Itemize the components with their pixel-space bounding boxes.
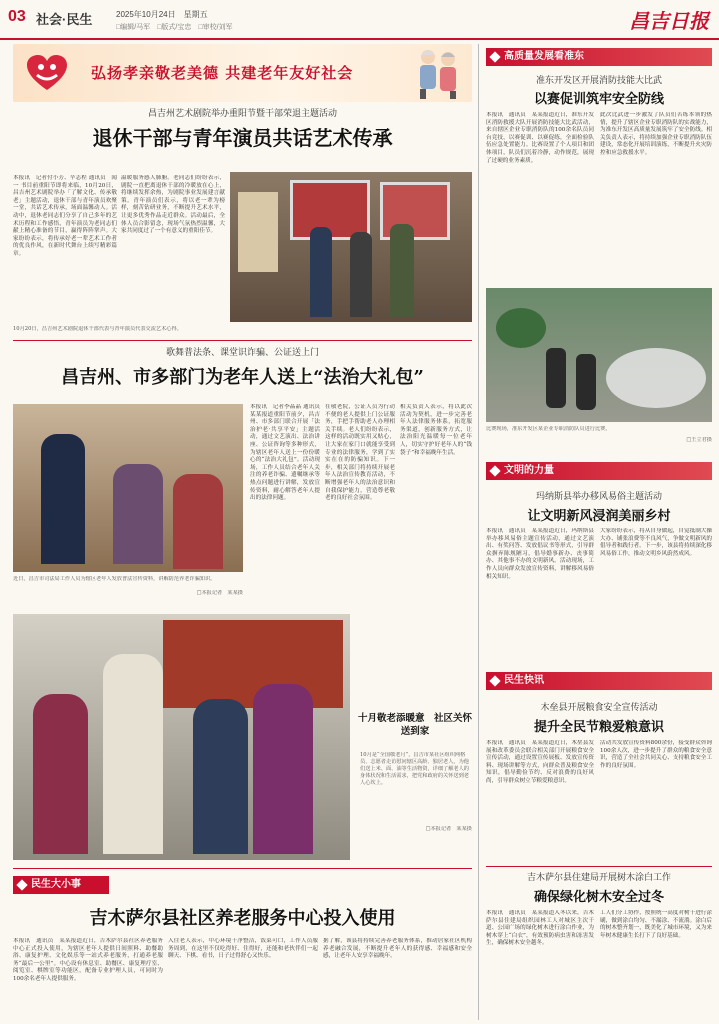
r4-headline: 确保绿化树木安全过冬	[533, 890, 664, 905]
a1-caption: 10月20日，昌吉州艺术剧院退休干部代表与青年演员代表交流艺术心得。	[13, 326, 182, 332]
r2-kicker: 玛纳斯县举办移风易俗主题活动	[535, 492, 662, 502]
page-header	[0, 0, 719, 40]
a3-caption: 10月是“全国敬老月”，昌吉市某社区组织网格员、志愿者走访慰问辖区高龄、独居老人，为他们送上米、面、油等生活物资，详细了解老人的身体状况和生活需求，把党和政府的关怀送到老人心坎上。	[360, 752, 469, 786]
person-figure	[310, 227, 332, 317]
water-spray	[606, 348, 706, 408]
a1-body-col1: 本报讯 记者付小芳、辛志程 通讯员 闻一 书目前重阳节即将来临，10月20日，昌吉州艺术剧院举办「了解文化、传承敬老」主题活动，退休干部与青年演员欢聚一堂，共话艺术传承，场面温馨动人。活动中，退休老同志们分享了自己多年的艺术历程和工作感悟，青年演员为老同志们献上精心准备的节目，赢得阵阵掌声。大家纷纷表示，将传承好老一辈艺术工作者的优良作风，在新时代舞台上续写精彩篇章。	[13, 175, 117, 257]
a1-body-col2: 温暖服务感人肺腑。老同志们纷纷表示，剧院一直把离退休干部的冷暖放在心上，将继续发挥余热，为剧院事业发展建言献策。青年演员们表示，将以老一辈为榜样，刻苦钻研业务，不断提升艺术水平，让更多优秀作品走近群众。活动最后，全体人员合影留念，现场气氛热烈温馨，大家共同度过了一个有意义的重阳佳节。	[121, 175, 225, 235]
r1-headline: 以赛促训筑牢安全防线	[533, 92, 664, 107]
a2-body-col1: 本报讯 记者李晶晶 通讯员 某某报道重阳节前夕，昌吉州、市多部门联合开展「法治护老·共享平安」主题活动，通过文艺演出、法治讲座、公证咨询等多种形式，为辖区老年人送上一份份暖心的“法治大礼包”。活动现场，工作人员结合老年人关注的养老诈骗、遗嘱继承等热点问题进行讲解，发放宣传资料，耐心解答老年人提出的法律问题。	[250, 404, 320, 502]
r2-section-tag: 文明的力量	[486, 462, 712, 480]
volunteer-figure	[103, 654, 163, 854]
person-figure	[350, 232, 372, 317]
r2-headline: 让文明新风浸润美丽乡村	[527, 509, 671, 524]
elderly-figure	[173, 474, 223, 569]
a2-kicker: 歌舞普法条、课堂识诈骗、公证送上门	[165, 348, 319, 358]
r1-photo	[486, 288, 712, 422]
r1-section-tag: 高质量发展看准东	[486, 48, 712, 66]
r2-body-col1: 本报讯 通讯员 某某报道近日，玛纳斯县举办移风易俗主题宣传活动，通过文艺演出、有奖问答、发放倡议书等形式，引导群众摒弃陈规陋习，倡导婚事新办、丧事简办、其他事不办的文明新风。活动现场，工作人员向群众发放宣传资料，讲解移风易俗相关知识。	[486, 528, 594, 580]
a4-body-col1: 本报讯 通讯员 某某报道近日，吉木萨尔县社区养老服务中心正式投入使用，为辖区老年人提供日间照料、助餐助浴、康复护理、文化娱乐等一站式养老服务，打通养老服务“最后一公里”。中心设有休息室、助餐区、康复理疗室、阅览室、棋牌室等功能区，配备专业护理人员，可同时为100余名老年人提供服务。	[13, 938, 163, 982]
theme-banner	[13, 44, 472, 102]
a4-headline: 吉木萨尔县社区养老服务中心投入使用	[89, 908, 396, 929]
heart-emblem-icon	[25, 53, 69, 93]
a1-photo-credit: □本报记者 付小芳摄	[418, 312, 470, 318]
a2-body-col3: 相关负责人表示，将以此次活动为契机，进一步完善老年人法律服务体系，拓宽服务渠道，创新服务方式，让法治阳光温暖每一位老年人，切实守护好老年人的“钱袋子”和幸福晚年生活。	[400, 404, 472, 456]
section-divider	[13, 868, 472, 869]
r3-body-col2: 活动共发放宣传资料800余份，接受群众咨询100余人次，进一步提升了群众的粮食安全意识，营造了全社会共同关心、支持粮食安全工作的良好氛围。	[600, 740, 712, 769]
a4-body-col3: 据了解，该县将持续完善养老服务体系，推动居家社区机构养老融合发展，不断提升老年人的获得感、幸福感和安全感，让老年人安享幸福晚年。	[323, 938, 472, 960]
person-figure	[390, 224, 414, 317]
r3-body-col1: 本报讯 通讯员 某某报道近日，木垒县发展和改革委员会联合相关部门开展粮食安全宣传活动，通过设置宣传展板、发放宣传资料、现场讲解等方式，向群众普及粮食安全知识，倡导勤俭节约、反对浪费的良好风尚，引导群众树立节粮爱粮意识。	[486, 740, 594, 784]
r1-body-col2: 此次比武进一步激发了队员们苦练本领的热情，提升了辖区企业专职消防队的实战能力，为准东开发区高质量发展筑牢了安全防线。相关负责人表示，将持续加强企业专职消防队伍建设，常态化开展培训演练，不断提升火灾防控和应急救援水平。	[600, 112, 712, 156]
section-divider	[13, 340, 472, 341]
a1-headline: 退休干部与青年演员共话艺术传承	[92, 126, 393, 150]
a4-body-col2: 入住老人表示，中心环境干净整洁，饭菜可口，工作人员服务周到，在这里不仅吃得好、住得好，还能和老伙伴们一起聊天、下棋、看书，日子过得舒心又快乐。	[168, 938, 318, 960]
banner-slogan: 弘扬孝亲敬老美德 共建老年友好社会	[91, 64, 354, 82]
r3-headline: 提升全民节粮爱粮意识	[533, 720, 664, 735]
section-divider	[486, 866, 712, 867]
a2-caption: 近日，昌吉市司法局工作人员为辖区老年人发放普法宣传资料，讲解防范养老诈骗知识。	[13, 576, 216, 582]
r1-body-col1: 本报讯 通讯员 某某报道近日，准东开发区消防救援大队开展消防技能大比武活动，来自辖区企业专职消防队的100余名队员同台竞技，以赛促训、以赛促练，全面检验队伍应急处置能力。比赛设置了个人项目和团体项目，队员们沉着冷静，动作规范，展现了过硬的业务素质。	[486, 112, 594, 164]
worker-figure	[41, 434, 85, 564]
a1-kicker: 昌吉州艺术剧院举办重阳节暨干部荣退主题活动	[147, 109, 337, 119]
r4-kicker: 吉木萨尔县住建局开展树木涂白工作	[526, 873, 671, 883]
r1-photo-credit: □王立君摄	[686, 437, 712, 443]
page-number: 03	[8, 8, 26, 25]
a3-photo	[13, 614, 350, 860]
issue-date: 2025年10月24日 星期五	[116, 10, 208, 19]
firefighter-figure	[546, 348, 566, 408]
r3-kicker: 木垒县开展粮食安全宣传活动	[540, 703, 658, 713]
section-name: 社会·民生	[36, 12, 93, 27]
r2-body-col2: 大家纷纷表示，将从自身做起，自觉抵制大操大办、铺张浪费等不良风气，争做文明新风的倡导者和践行者。下一步，该县将持续深化移风易俗工作，推动文明乡风蔚然成风。	[600, 528, 712, 557]
a3-headline: 十月敬老添暖意 社区关怀送到家	[358, 713, 473, 737]
r4-body-col1: 本报讯 通讯员 某某报道入冬以来，吉木萨尔县住建局组织园林工人对城区主次干道、公园广场的绿化树木进行涂白作业，为树木穿上“白衣”，有效预防病虫害和冻害发生，确保树木安全越冬。	[486, 910, 594, 947]
r3-section-tag: 民生快讯	[486, 672, 712, 690]
a4-section-tag: 民生大小事	[13, 876, 109, 894]
elderly-figure	[113, 464, 163, 564]
a2-headline: 昌吉州、市多部门为老年人送上“法治大礼包”	[61, 367, 424, 388]
a3-photo-credit: □本报记者 某某摄	[425, 826, 472, 832]
elderly-figure	[193, 699, 248, 854]
column-divider	[478, 44, 479, 1020]
wall-panel	[238, 192, 278, 272]
editor-credits: □编辑/马军 □版式/宝忠 □审校/刘军	[116, 24, 233, 31]
a2-photo	[13, 404, 243, 572]
r1-kicker: 准东开发区开展消防技能大比武	[535, 76, 662, 86]
tree-shape	[496, 308, 546, 348]
elderly-figure	[33, 694, 88, 854]
r4-body-col2: 工人们分工协作，按照统一高度对树干进行涂刷，做到涂白均匀、不漏涂、不流淌。涂白后的树木整齐划一，既美化了城市环境，又为来年树木健康生长打下了良好基础。	[600, 910, 712, 939]
window-frame	[163, 620, 343, 708]
a1-photo	[230, 172, 472, 322]
r1-caption: 比赛现场，准东开发区某企业专职消防队员进行比赛。	[486, 426, 611, 432]
firefighter-figure	[576, 354, 596, 410]
elderly-figure	[253, 684, 313, 854]
elderly-couple-illustration	[412, 45, 464, 101]
newspaper-logo: 昌吉日报	[629, 9, 709, 33]
a2-body-col2: 在敬老院，公证人员为行动不便的老人提供上门公证服务，手把手帮助老人办理相关手续。老人们纷纷表示，这样的活动既实用又贴心，让大家在家门口就能享受到专业的法律服务，学到了实实在在的防骗知识。下一步，相关部门将持续开展老年人法治宣传教育活动，不断增强老年人的法治意识和自我保护能力，营造尊老敬老的良好社会氛围。	[325, 404, 395, 502]
a2-photo-credit: □本报记者 某某摄	[196, 590, 243, 596]
